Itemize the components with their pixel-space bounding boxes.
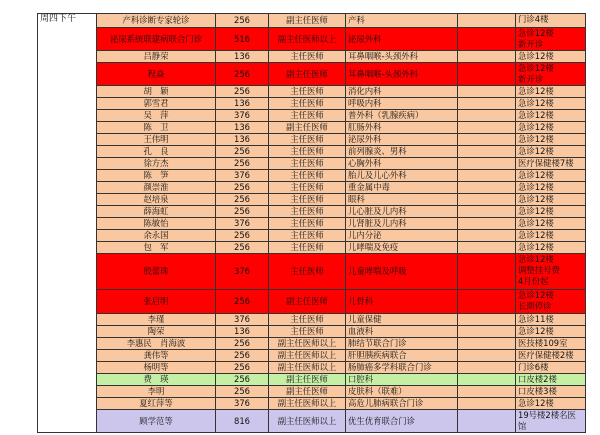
location-line: 急诊12楼 [518,28,554,38]
location-line: 急诊12楼 [518,110,554,120]
location-cell [516,134,586,146]
schedule-row[interactable] [38,14,586,28]
spacer-cell [458,338,516,350]
location-line: 长期停诊 [518,301,552,311]
schedule-row[interactable] [38,338,586,350]
schedule-row[interactable] [38,194,586,206]
spacer-cell [458,242,516,254]
title-cell: 副主任医师以上 [269,28,346,51]
schedule-table [37,13,586,433]
department-cell: 口腔科 [346,374,458,386]
location-cell [516,146,586,158]
fee-cell: 256 [216,350,269,362]
doctor-name: 产科诊断专家轮诊 [97,14,216,28]
schedule-row[interactable] [38,350,586,362]
department-cell: 肠肺癌多学科联合门诊 [346,362,458,374]
location-line: 口皮楼2楼 [518,374,557,384]
department-cell: 重金属中毒 [346,182,458,194]
fee-cell: 376 [216,398,269,410]
spacer-cell [458,28,516,51]
location-cell [516,398,586,410]
schedule-row[interactable] [38,254,586,290]
title-cell: 副主任医师以上 [269,338,346,350]
title-cell: 副主任医师以上 [269,410,346,433]
department-cell: 儿骨科 [346,290,458,314]
schedule-body [38,14,586,433]
fee-cell: 376 [216,170,269,182]
schedule-row[interactable] [38,182,586,194]
schedule-row[interactable] [38,230,586,242]
schedule-row[interactable] [38,410,586,433]
location-cell [516,362,586,374]
fee-cell: 256 [216,158,269,170]
title-cell: 主任医师 [269,314,346,326]
spacer-cell [458,386,516,398]
fee-cell: 136 [216,98,269,110]
location-line: 4月份起 [518,276,549,286]
location-cell [516,218,586,230]
fee-cell: 376 [216,254,269,290]
fee-cell: 256 [216,290,269,314]
location-line: 医技楼109室 [518,338,568,348]
location-cell [516,14,586,28]
location-cell [516,386,586,398]
location-cell [516,254,586,290]
location-line: 急诊12楼 [518,218,554,228]
doctor-name: 吕静荣 [97,51,216,63]
schedule-row[interactable] [38,362,586,374]
spacer-cell [458,182,516,194]
location-cell [516,158,586,170]
doctor-name: 郭雪君 [97,98,216,110]
department-cell: 泌尿外科 [346,134,458,146]
schedule-row[interactable] [38,134,586,146]
department-cell: 肝胆胰疾病联合 [346,350,458,362]
location-line: 医疗保健楼2楼 [518,350,574,360]
fee-cell: 256 [216,230,269,242]
title-cell: 副主任医师 [269,63,346,86]
department-cell: 胎儿及儿心外科 [346,170,458,182]
doctor-name: 王伟明 [97,134,216,146]
location-line: 门诊6楼 [518,362,549,372]
location-line: 急诊12楼 [518,242,554,252]
spacer-cell [458,206,516,218]
fee-cell: 256 [216,182,269,194]
spacer-cell [458,230,516,242]
doctor-name: 陈敏怡 [97,218,216,230]
doctor-name: 陶荣 [97,326,216,338]
location-line: 急诊12楼 [518,230,554,240]
location-cell [516,170,586,182]
department-cell: 前列腺炎、男科 [346,146,458,158]
department-cell: 高危儿肺病联合门诊 [346,398,458,410]
title-cell: 主任医师 [269,146,346,158]
spacer-cell [458,398,516,410]
department-cell: 儿心脏及儿内科 [346,206,458,218]
department-cell: 泌尿外科 [346,28,458,51]
fee-cell: 256 [216,206,269,218]
spacer-cell [458,170,516,182]
spacer-cell [458,14,516,28]
doctor-name: 顾学范等 [97,410,216,433]
doctor-name: 张启明 [97,290,216,314]
fee-cell: 376 [216,110,269,122]
fee-cell: 256 [216,374,269,386]
fee-cell: 136 [216,326,269,338]
department-cell: 耳鼻咽喉-头颈外科 [346,51,458,63]
spacer-cell [458,194,516,206]
spacer-cell [458,362,516,374]
spacer-cell [458,51,516,63]
schedule-row[interactable] [38,314,586,326]
location-line: 门诊4楼 [518,14,549,24]
schedule-row[interactable] [38,110,586,122]
fee-cell: 516 [216,28,269,51]
doctor-name: 费 瑛 [97,374,216,386]
location-line: 新开诊 [518,39,544,49]
schedule-row[interactable] [38,86,586,98]
department-cell: 儿肾脏及儿内科 [346,218,458,230]
location-line: 急诊12楼 [518,134,554,144]
title-cell: 主任医师 [269,134,346,146]
fee-cell: 256 [216,362,269,374]
doctor-name: 龚伟等 [97,350,216,362]
fee-cell: 256 [216,338,269,350]
doctor-name: 李瑾 [97,314,216,326]
spacer-cell [458,122,516,134]
doctor-name: 程焱 [97,63,216,86]
doctor-name: 李明 [97,386,216,398]
location-cell [516,122,586,134]
department-cell: 肺结节联合门诊 [346,338,458,350]
location-cell [516,110,586,122]
title-cell: 副主任医师 [269,290,346,314]
location-line: 急诊12楼 [518,206,554,216]
location-cell [516,194,586,206]
location-line: 急诊12楼 [518,290,554,300]
title-cell: 主任医师 [269,98,346,110]
schedule-row[interactable] [38,51,586,63]
spacer-cell [458,218,516,230]
department-cell: 心胸外科 [346,158,458,170]
schedule-row[interactable] [38,242,586,254]
location-line: 急诊12楼 [518,182,554,192]
schedule-row[interactable] [38,146,586,158]
spacer-cell [458,314,516,326]
location-cell [516,63,586,86]
schedule-row[interactable] [38,122,586,134]
title-cell: 副主任医师 [269,122,346,134]
fee-cell: 256 [216,242,269,254]
location-line: 急诊12楼 [518,98,554,108]
title-cell: 主任医师 [269,230,346,242]
doctor-name: 泌尿系统联建病联合门诊 [97,28,216,51]
title-cell: 主任医师 [269,182,346,194]
location-line: 急诊12楼 [518,326,554,336]
spacer-cell [458,158,516,170]
schedule-row[interactable] [38,386,586,398]
doctor-name: 吴 萍 [97,110,216,122]
location-cell [516,350,586,362]
schedule-row[interactable] [38,170,586,182]
schedule-row[interactable] [38,290,586,314]
title-cell: 主任医师 [269,242,346,254]
schedule-row[interactable] [38,63,586,86]
title-cell: 副主任医师 [269,14,346,28]
title-cell: 副主任医师 [269,374,346,386]
department-cell: 眼科 [346,194,458,206]
fee-cell: 136 [216,51,269,63]
location-line: 急诊11楼 [518,314,554,324]
location-line: 急诊12楼 [518,398,554,408]
spacer-cell [458,374,516,386]
doctor-name: 夏红萍等 [97,398,216,410]
title-cell: 主任医师 [269,170,346,182]
department-cell: 普外科（乳腺疾病） [346,110,458,122]
location-line: 急诊12楼 [518,194,554,204]
location-line: 医疗保健楼7楼 [518,158,574,168]
location-cell [516,51,586,63]
department-cell: 血液科 [346,326,458,338]
fee-cell: 256 [216,86,269,98]
location-line: 急诊12楼 [518,63,554,73]
department-cell: 产科 [346,14,458,28]
schedule-row[interactable] [38,374,586,386]
spacer-cell [458,290,516,314]
fee-cell: 136 [216,122,269,134]
location-line: 急诊12楼 [518,122,554,132]
location-line: 急诊12楼 [518,51,554,61]
location-line: 口皮楼3楼 [518,386,557,396]
location-cell [516,410,586,433]
doctor-name: 杨明等 [97,362,216,374]
location-line: 急诊12楼 [518,170,554,180]
location-line: 急诊12楼 [518,146,554,156]
doctor-name: 薛海虹 [97,206,216,218]
fee-cell: 256 [216,386,269,398]
schedule-row[interactable] [38,28,586,51]
location-cell [516,98,586,110]
spacer-cell [458,326,516,338]
title-cell: 主任医师 [269,110,346,122]
title-cell: 副主任医师以上 [269,398,346,410]
schedule-row[interactable] [38,326,586,338]
title-cell: 副主任医师以上 [269,362,346,374]
fee-cell: 136 [216,134,269,146]
location-cell [516,290,586,314]
fee-cell: 376 [216,314,269,326]
fee-cell: 376 [216,218,269,230]
doctor-name: 余永国 [97,230,216,242]
title-cell: 主任医师 [269,254,346,290]
fee-cell: 816 [216,410,269,433]
department-cell: 消化内科 [346,86,458,98]
doctor-name: 孔 良 [97,146,216,158]
department-cell: 耳鼻咽喉-头颈外科 [346,63,458,86]
spacer-cell [458,63,516,86]
location-line: 新开诊 [518,74,544,84]
spacer-cell [458,110,516,122]
title-cell: 主任医师 [269,218,346,230]
department-cell: 皮肤科（联难） [346,386,458,398]
location-cell [516,28,586,51]
location-cell [516,242,586,254]
location-line: 调整挂号费 [518,265,560,275]
doctor-name: 徐方杰 [97,158,216,170]
title-cell: 主任医师 [269,86,346,98]
location-cell [516,326,586,338]
location-cell [516,314,586,326]
department-cell: 儿童保健 [346,314,458,326]
day-label: 周四下午 [38,14,97,433]
department-cell: 肛肠外科 [346,122,458,134]
location-line: 19号楼2楼名医馆 [518,410,576,431]
spacer-cell [458,350,516,362]
doctor-name: 殷蕾珠 [97,254,216,290]
location-cell [516,374,586,386]
title-cell: 副主任医师以上 [269,350,346,362]
doctor-name: 胡 颖 [97,86,216,98]
title-cell: 主任医师 [269,206,346,218]
location-line: 急诊12楼 [518,254,554,264]
spacer-cell [458,86,516,98]
fee-cell: 256 [216,146,269,158]
spacer-cell [458,254,516,290]
doctor-name: 李惠民 肖海波 [97,338,216,350]
location-cell [516,206,586,218]
title-cell: 副主任医师 [269,386,346,398]
schedule-row[interactable] [38,206,586,218]
location-line: 急诊12楼 [518,86,554,96]
spacer-cell [458,410,516,433]
spacer-cell [458,98,516,110]
schedule-row[interactable] [38,218,586,230]
department-cell: 优生优育联合门诊 [346,410,458,433]
spacer-cell [458,134,516,146]
fee-cell: 256 [216,14,269,28]
schedule-row[interactable] [38,158,586,170]
fee-cell: 256 [216,63,269,86]
location-cell [516,230,586,242]
doctor-name: 颜崇淮 [97,182,216,194]
schedule-row[interactable] [38,98,586,110]
department-cell: 儿内分泌 [346,230,458,242]
location-cell [516,86,586,98]
title-cell: 主任医师 [269,51,346,63]
title-cell: 主任医师 [269,326,346,338]
location-cell [516,182,586,194]
title-cell: 主任医师 [269,194,346,206]
doctor-name: 陈 笋 [97,170,216,182]
title-cell: 主任医师 [269,158,346,170]
spacer-cell [458,146,516,158]
department-cell: 儿哮喘及免疫 [346,242,458,254]
doctor-name: 赵培泉 [97,194,216,206]
department-cell: 儿童哮喘及呼吸 [346,254,458,290]
department-cell: 呼吸内科 [346,98,458,110]
doctor-name: 陈 卫 [97,122,216,134]
fee-cell: 256 [216,194,269,206]
location-cell [516,338,586,350]
doctor-name: 包 军 [97,242,216,254]
schedule-row[interactable] [38,398,586,410]
